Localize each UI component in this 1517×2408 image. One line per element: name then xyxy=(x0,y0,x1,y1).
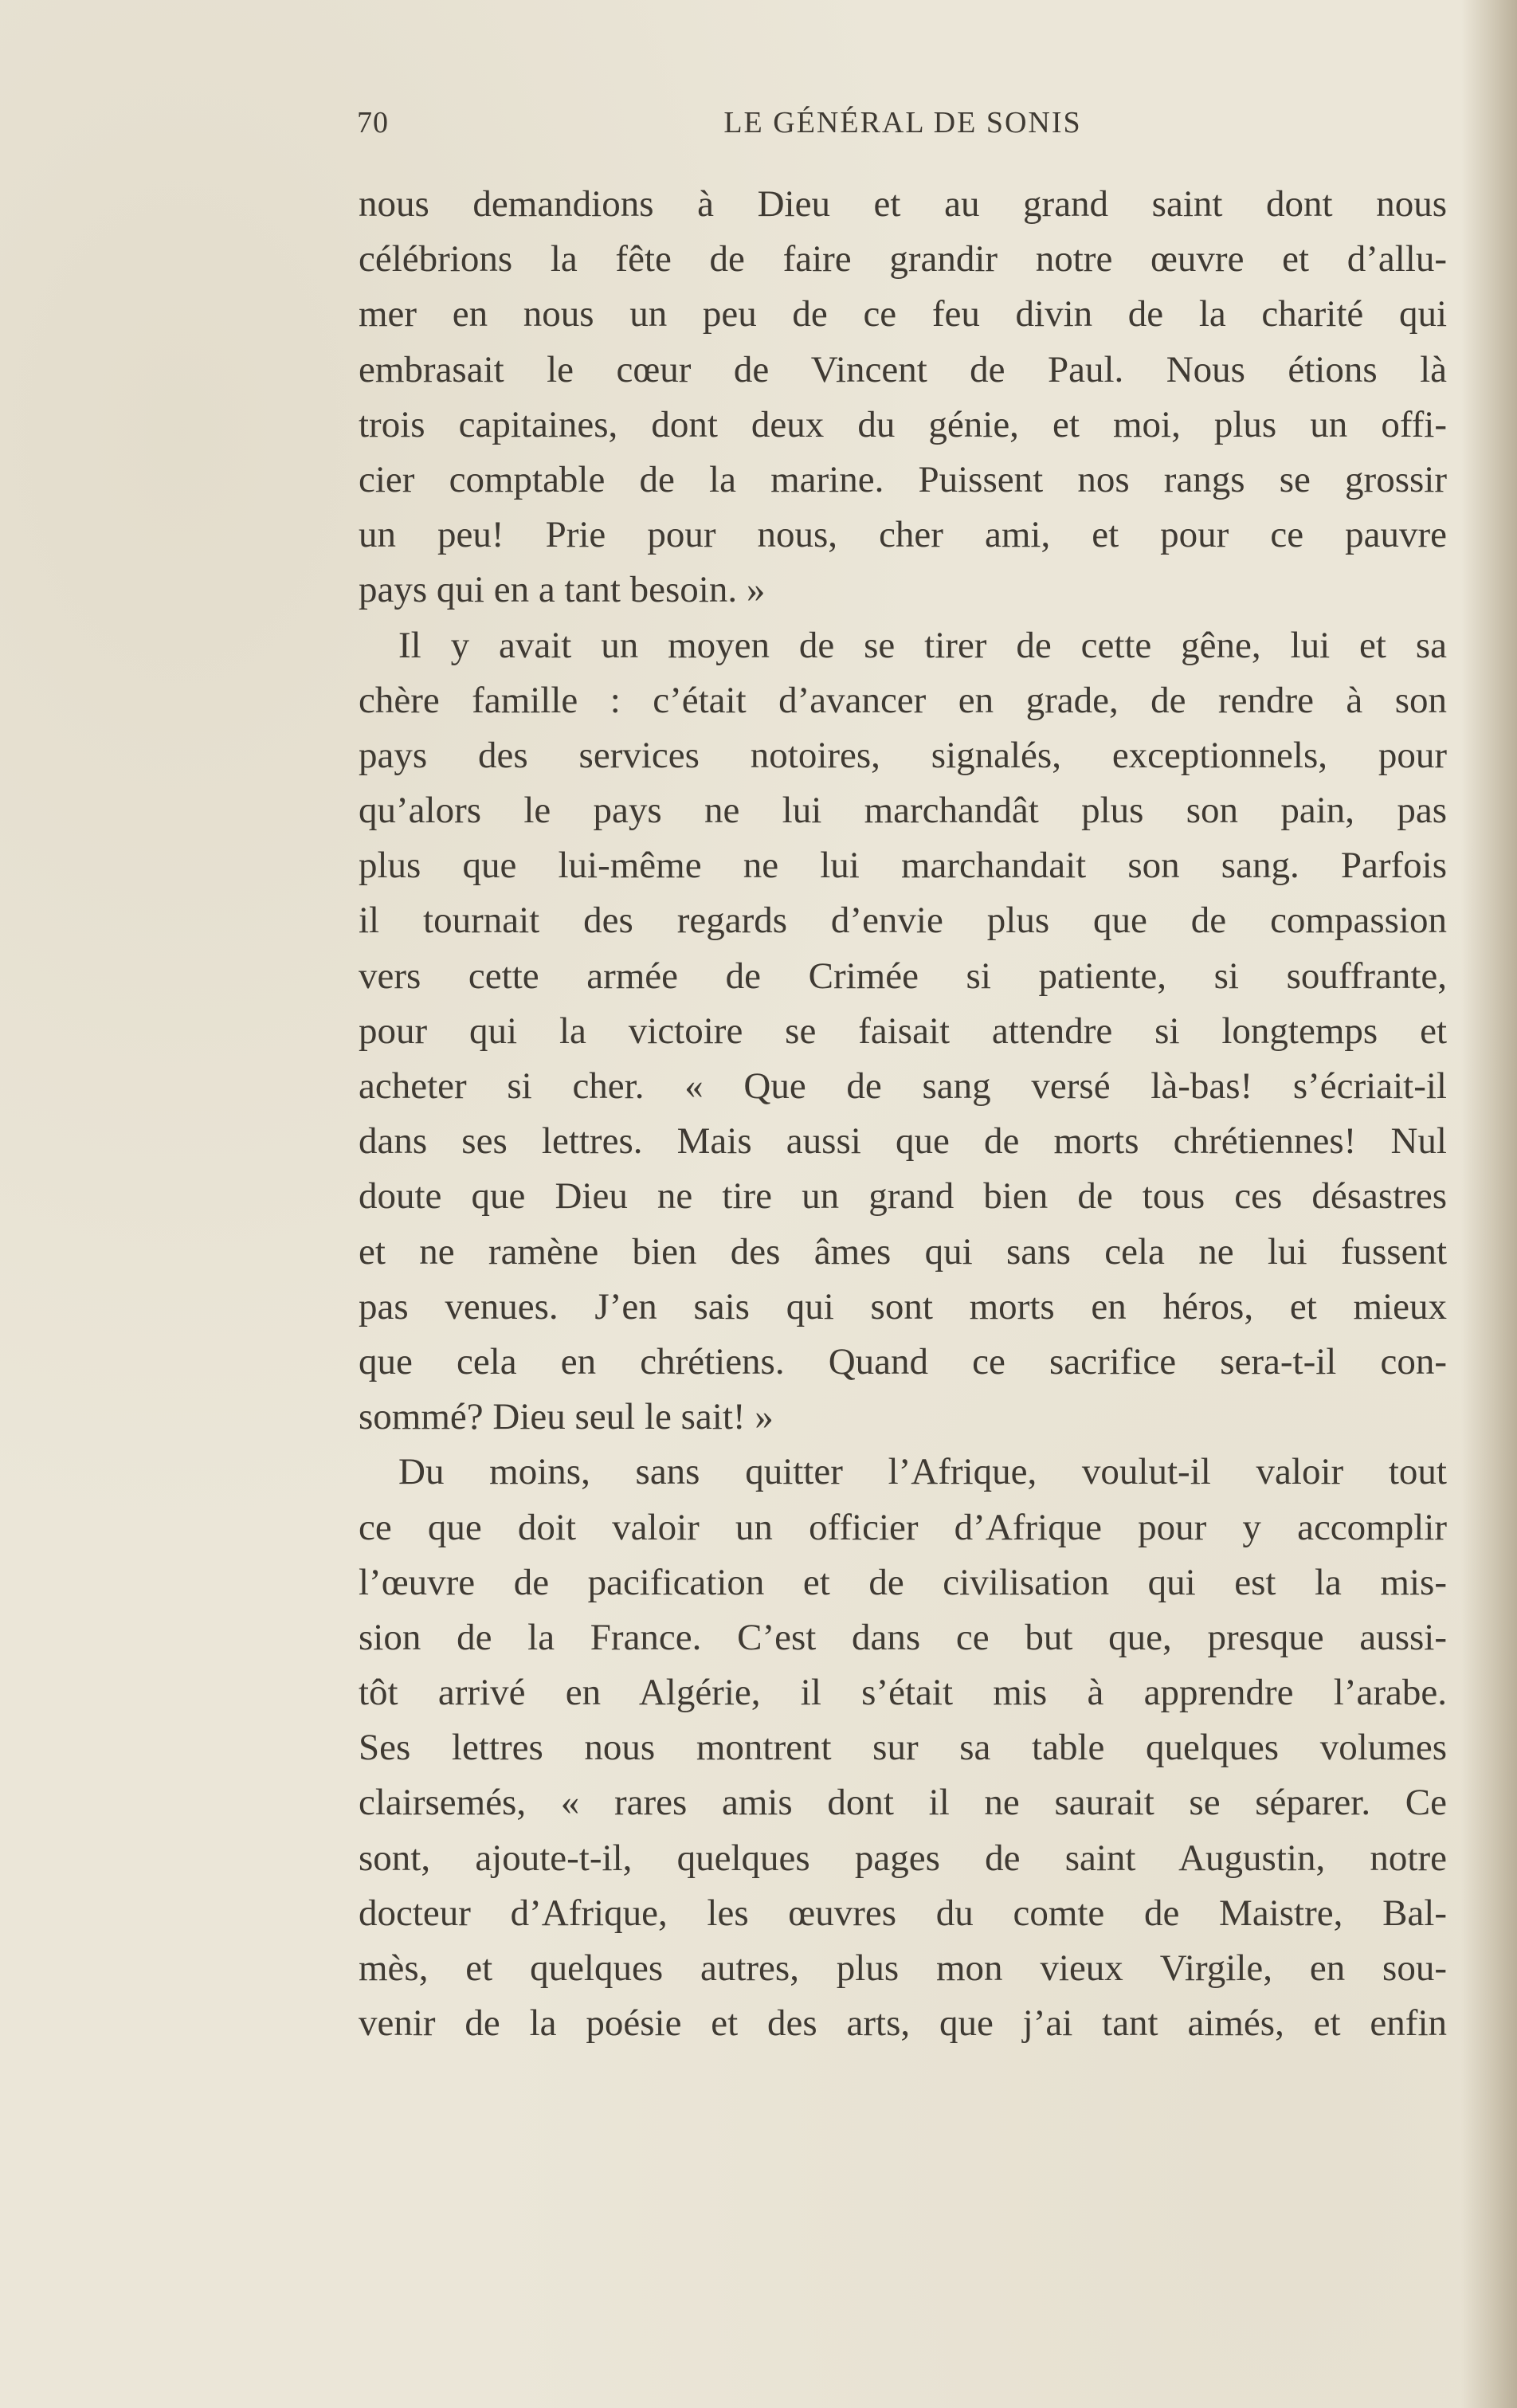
text-line: célébrions la fête de faire grandir notre œuvre et d’allu- xyxy=(359,238,1447,280)
text-line: Il y avait un moyen de se tirer de cette gêne, lui et sa xyxy=(398,624,1447,666)
text-line: doute que Dieu ne tire un grand bien de tous ces désastres xyxy=(359,1175,1447,1218)
text-line: dans ses lettres. Mais aussi que de morts chrétiennes! Nul xyxy=(359,1120,1447,1163)
text-line: Ses lettres nous montrent sur sa table quelques volumes xyxy=(359,1727,1447,1769)
page-header xyxy=(357,105,1448,153)
text-line: pays qui en a tant besoin. » xyxy=(359,569,766,611)
text-line: plus que lui-même ne lui marchandait son sang. Parfois xyxy=(359,845,1447,887)
text-line: venir de la poésie et des arts, que j’ai tant aimés, et enfin xyxy=(359,2002,1447,2045)
text-line: trois capitaines, dont deux du génie, et moi, plus un offi- xyxy=(359,403,1447,445)
text-line: nous demandions à Dieu et au grand saint dont nous xyxy=(359,183,1447,225)
text-line: pays des services notoires, signalés, exceptionnels, pour xyxy=(359,734,1447,776)
text-line: et ne ramène bien des âmes qui sans cela ne lui fussent xyxy=(359,1230,1447,1273)
text-line: que cela en chrétiens. Quand ce sacrifice sera-t-il con- xyxy=(359,1340,1447,1382)
page-number: 70 xyxy=(357,106,389,139)
text-line: l’œuvre de pacification et de civilisation qui est la mis- xyxy=(359,1561,1447,1603)
text-line: sion de la France. C’est dans ce but que, presque aussi- xyxy=(359,1616,1447,1658)
text-line: acheter si cher. « Que de sang versé là-bas! s’écriait-il xyxy=(359,1065,1447,1107)
page-edge-shadow xyxy=(1461,0,1517,2408)
text-line: sommé? Dieu seul le sait! » xyxy=(359,1396,774,1438)
text-line: tôt arrivé en Algérie, il s’était mis à apprendre l’arabe. xyxy=(359,1672,1447,1714)
body-text xyxy=(359,177,1447,2051)
text-line: clairsemés, « rares amis dont il ne saurait se séparer. Ce xyxy=(359,1782,1447,1824)
text-line: chère famille : c’était d’avancer en grade, de rendre à son xyxy=(359,679,1447,721)
text-line: vers cette armée de Crimée si patiente, si souffrante, xyxy=(359,955,1447,997)
running-title: LE GÉNÉRAL DE SONIS xyxy=(723,106,1082,139)
text-line: Du moins, sans quitter l’Afrique, voulut-il valoir tout xyxy=(398,1451,1447,1493)
text-line: mer en nous un peu de ce feu divin de la charité qui xyxy=(359,293,1447,335)
text-line: ce que doit valoir un officier d’Afrique pour y accomplir xyxy=(359,1506,1447,1548)
text-line: docteur d’Afrique, les œuvres du comte de Maistre, Bal- xyxy=(359,1892,1447,1934)
text-line: qu’alors le pays ne lui marchandât plus son pain, pas xyxy=(359,790,1447,832)
text-line: pour qui la victoire se faisait attendre si longtemps et xyxy=(359,1010,1447,1052)
text-line: cier comptable de la marine. Puissent nos rangs se grossir xyxy=(359,458,1447,500)
text-line: sont, ajoute-t-il, quelques pages de saint Augustin, notre xyxy=(359,1837,1447,1879)
text-line: il tournait des regards d’envie plus que de compassion xyxy=(359,900,1447,942)
text-line: un peu! Prie pour nous, cher ami, et pour ce pauvre xyxy=(359,514,1447,556)
text-line: pas venues. J’en sais qui sont morts en héros, et mieux xyxy=(359,1285,1447,1328)
text-line: mès, et quelques autres, plus mon vieux Virgile, en sou- xyxy=(359,1947,1447,1989)
text-line: embrasait le cœur de Vincent de Paul. Nous étions là xyxy=(359,348,1447,390)
